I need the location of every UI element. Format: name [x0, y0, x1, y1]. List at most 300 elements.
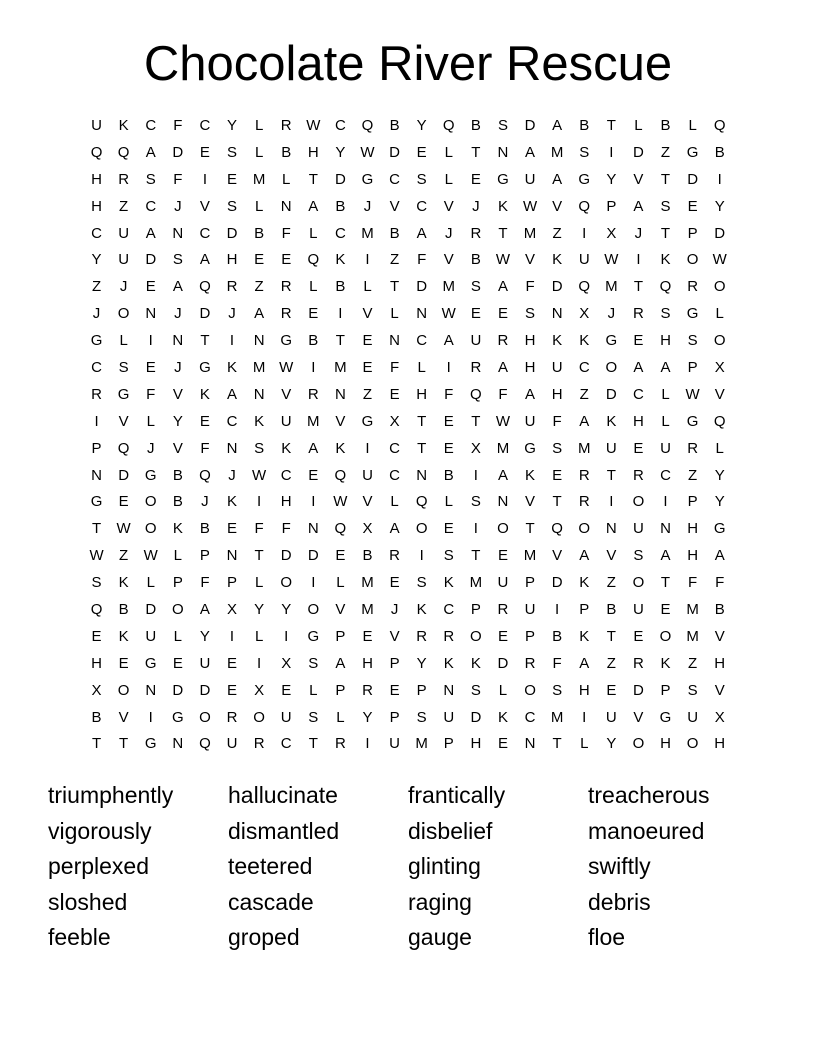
grid-letter: J — [445, 224, 453, 242]
grid-letter: I — [148, 332, 153, 350]
grid-letter: M — [442, 278, 456, 296]
grid-letter: F — [146, 385, 156, 403]
grid-letter: J — [390, 600, 399, 618]
grid-letter: L — [444, 143, 453, 161]
grid-letter: Y — [199, 627, 210, 645]
grid-letter: B — [281, 143, 292, 161]
grid-letter: Q — [334, 466, 347, 484]
grid-letter: C — [660, 466, 671, 484]
grid-letter: L — [119, 332, 128, 350]
grid-letter: H — [633, 412, 644, 430]
grid-letter: V — [633, 708, 644, 726]
grid-letter: P — [470, 600, 481, 618]
grid-letter: O — [713, 278, 726, 296]
word-list-item: debris — [588, 888, 651, 915]
grid-letter: W — [252, 466, 267, 484]
grid-letter: N — [172, 224, 184, 242]
grid-letter: S — [91, 574, 102, 592]
word-list-item: manoeured — [588, 817, 705, 844]
grid-letter: P — [227, 574, 238, 592]
grid-letter: J — [92, 305, 101, 323]
grid-letter: R — [443, 627, 455, 645]
grid-letter: P — [91, 439, 102, 457]
grid-letter: W — [522, 197, 538, 215]
grid-letter: U — [362, 466, 373, 484]
grid-letter: E — [389, 385, 400, 403]
grid-letter: E — [633, 627, 644, 645]
grid-letter: V — [714, 627, 725, 645]
grid-letter: K — [227, 493, 238, 511]
grid-letter: D — [145, 600, 157, 618]
grid-letter: F — [444, 385, 454, 403]
grid-letter: Q — [90, 600, 103, 618]
grid-letter: I — [582, 708, 587, 726]
grid-letter: C — [389, 170, 400, 188]
grid-letter: Q — [199, 278, 211, 296]
grid-letter: R — [334, 735, 346, 753]
grid-letter: J — [228, 466, 236, 484]
grid-letter: R — [633, 466, 644, 484]
word-list-item: feeble — [48, 924, 111, 950]
grid-letter: Q — [334, 520, 347, 538]
grid-letter: K — [443, 574, 454, 592]
grid-letter: C — [389, 466, 400, 484]
grid-letter: S — [525, 305, 536, 323]
grid-letter: G — [199, 358, 211, 376]
grid-letter: O — [307, 600, 320, 618]
grid-letter: I — [555, 600, 560, 618]
grid-letter: I — [473, 466, 478, 484]
grid-letter: Y — [254, 600, 265, 618]
grid-letter: I — [419, 547, 424, 565]
word-list-item: glinting — [408, 853, 481, 879]
grid-letter: S — [416, 708, 427, 726]
grid-letter: Y — [714, 197, 725, 215]
grid-letter: O — [632, 574, 645, 592]
grid-letter: C — [334, 224, 346, 242]
grid-letter: M — [577, 439, 591, 457]
grid-letter: I — [94, 412, 99, 430]
grid-letter: L — [254, 627, 264, 645]
grid-letter: Y — [416, 116, 427, 134]
grid-letter: Q — [307, 251, 320, 269]
grid-letter: U — [551, 358, 563, 376]
grid-letter: E — [443, 439, 454, 457]
grid-letter: O — [171, 600, 184, 618]
grid-letter: L — [390, 493, 399, 511]
grid-letter: O — [659, 627, 672, 645]
grid-letter: L — [634, 116, 643, 134]
grid-letter: D — [551, 278, 563, 296]
grid-letter: V — [362, 493, 373, 511]
grid-letter: A — [552, 170, 563, 188]
grid-letter: E — [660, 600, 671, 618]
grid-letter: Y — [714, 493, 725, 511]
grid-letter: S — [308, 654, 319, 672]
grid-letter: V — [389, 627, 400, 645]
grid-letter: Y — [606, 735, 617, 753]
grid-letter: R — [280, 278, 292, 296]
grid-letter: D — [145, 251, 157, 269]
grid-letter: X — [606, 224, 617, 242]
grid-letter: I — [365, 735, 370, 753]
grid-letter: A — [416, 224, 427, 242]
grid-letter: D — [226, 224, 238, 242]
grid-letter: N — [145, 305, 157, 323]
grid-letter: M — [605, 278, 618, 296]
grid-letter: L — [715, 305, 724, 323]
grid-letter: F — [173, 116, 183, 134]
grid-letter: O — [144, 493, 157, 511]
grid-letter: E — [606, 681, 617, 699]
grid-letter: B — [335, 197, 346, 215]
grid-letter: L — [498, 681, 508, 699]
grid-letter: S — [660, 305, 671, 323]
grid-letter: M — [686, 627, 699, 645]
grid-letter: P — [687, 493, 698, 511]
grid-letter: E — [497, 735, 508, 753]
grid-letter: N — [443, 681, 455, 699]
grid-letter: T — [525, 520, 535, 538]
grid-letter: L — [661, 385, 670, 403]
grid-letter: F — [281, 520, 291, 538]
grid-letter: O — [713, 332, 726, 350]
grid-letter: T — [660, 224, 671, 242]
word-list-item: cascade — [228, 888, 314, 915]
grid-letter: F — [254, 520, 264, 538]
grid-letter: Q — [578, 197, 591, 215]
grid-letter: I — [582, 224, 587, 242]
grid-letter: P — [525, 627, 536, 645]
grid-letter: N — [497, 493, 509, 511]
grid-letter: W — [306, 116, 321, 134]
grid-letter: A — [497, 466, 508, 484]
grid-letter: G — [497, 170, 509, 188]
grid-letter: V — [362, 305, 373, 323]
grid-letter: R — [470, 358, 482, 376]
grid-letter: A — [389, 520, 400, 538]
grid-letter: O — [144, 520, 157, 538]
grid-letter: Q — [415, 493, 428, 511]
grid-letter: S — [552, 439, 563, 457]
grid-letter: R — [687, 439, 699, 457]
grid-letter: T — [606, 466, 616, 484]
grid-letter: W — [333, 493, 348, 511]
grid-letter: L — [363, 278, 372, 296]
grid-letter: L — [309, 681, 318, 699]
grid-letter: B — [172, 493, 183, 511]
grid-letter: K — [497, 708, 508, 726]
grid-letter: P — [443, 735, 454, 753]
grid-letter: D — [199, 681, 211, 699]
grid-letter: G — [117, 385, 130, 403]
grid-letter: K — [579, 574, 590, 592]
grid-letter: D — [524, 116, 536, 134]
grid-letter: W — [495, 412, 511, 430]
word-list-item: groped — [228, 924, 300, 950]
word-list-item: perplexed — [48, 853, 150, 879]
grid-letter: R — [416, 627, 428, 645]
grid-letter: J — [174, 305, 182, 323]
grid-letter: O — [632, 493, 645, 511]
grid-letter: X — [470, 439, 481, 457]
grid-letter: L — [254, 143, 264, 161]
grid-letter: S — [254, 439, 265, 457]
grid-letter: D — [172, 681, 184, 699]
grid-letter: P — [660, 681, 671, 699]
grid-letter: Z — [606, 574, 616, 592]
grid-letter: G — [90, 493, 103, 511]
grid-letter: U — [633, 600, 644, 618]
grid-letter: T — [417, 439, 427, 457]
grid-letter: N — [280, 197, 292, 215]
grid-letter: L — [254, 116, 264, 134]
grid-letter: M — [550, 143, 564, 161]
grid-letter: L — [309, 278, 318, 296]
grid-letter: B — [172, 466, 183, 484]
grid-letter: H — [91, 170, 102, 188]
grid-letter: N — [253, 332, 265, 350]
grid-letter: C — [145, 116, 157, 134]
grid-letter: R — [497, 600, 509, 618]
grid-letter: E — [91, 627, 102, 645]
grid-letter: F — [498, 385, 508, 403]
grid-letter: B — [714, 600, 725, 618]
grid-letter: L — [146, 574, 155, 592]
grid-letter: Z — [606, 654, 616, 672]
grid-letter: N — [172, 332, 184, 350]
grid-letter: N — [226, 547, 238, 565]
grid-letter: K — [579, 332, 590, 350]
grid-letter: D — [551, 574, 563, 592]
grid-letter: Z — [688, 654, 698, 672]
grid-letter: M — [686, 600, 699, 618]
grid-letter: I — [473, 520, 478, 538]
grid-letter: R — [226, 708, 238, 726]
grid-letter: N — [145, 681, 157, 699]
grid-letter: U — [118, 224, 130, 242]
grid-letter: X — [254, 681, 265, 699]
grid-letter: P — [687, 224, 698, 242]
grid-letter: N — [605, 520, 617, 538]
grid-letter: U — [226, 735, 238, 753]
grid-letter: C — [389, 439, 400, 457]
grid-letter: I — [663, 493, 668, 511]
grid-letter: U — [280, 412, 292, 430]
grid-letter: E — [199, 412, 210, 430]
grid-letter: A — [308, 439, 319, 457]
grid-letter: H — [714, 654, 726, 672]
grid-letter: R — [362, 681, 373, 699]
grid-letter: N — [172, 735, 184, 753]
grid-letter: L — [580, 735, 589, 753]
grid-letter: A — [443, 332, 454, 350]
grid-letter: I — [229, 627, 235, 645]
grid-letter: J — [201, 493, 209, 511]
grid-letter: W — [116, 520, 131, 538]
grid-letter: Z — [91, 278, 102, 296]
grid-letter: X — [389, 412, 400, 430]
grid-letter: E — [633, 439, 644, 457]
grid-letter: C — [280, 735, 292, 753]
grid-letter: Q — [551, 520, 563, 538]
grid-letter: R — [91, 385, 102, 403]
grid-letter: E — [227, 681, 238, 699]
grid-letter: O — [199, 708, 211, 726]
grid-letter: S — [443, 547, 454, 565]
grid-letter: K — [579, 627, 590, 645]
grid-letter: L — [254, 574, 264, 592]
grid-letter: K — [660, 654, 671, 672]
grid-letter: A — [633, 197, 644, 215]
grid-letter: N — [416, 305, 428, 323]
grid-letter: F — [688, 574, 698, 592]
grid-letter: D — [605, 385, 617, 403]
grid-letter: N — [226, 439, 238, 457]
grid-letter: K — [525, 466, 536, 484]
grid-letter: K — [470, 654, 481, 672]
grid-letter: E — [497, 305, 508, 323]
grid-letter: S — [687, 332, 698, 350]
grid-letter: N — [307, 520, 319, 538]
grid-letter: J — [119, 278, 128, 296]
grid-letter: E — [497, 627, 508, 645]
grid-letter: E — [552, 466, 563, 484]
grid-letter: H — [524, 332, 536, 350]
grid-letter: Q — [578, 278, 591, 296]
grid-letter: P — [335, 627, 346, 645]
grid-letter: U — [118, 251, 130, 269]
grid-letter: S — [552, 681, 563, 699]
grid-letter: Q — [713, 412, 726, 430]
grid-letter: B — [335, 278, 346, 296]
grid-letter: I — [609, 143, 614, 161]
grid-letter: I — [636, 251, 641, 269]
grid-letter: X — [281, 654, 292, 672]
grid-letter: U — [524, 600, 536, 618]
grid-letter: T — [606, 627, 616, 645]
grid-letter: Z — [688, 466, 698, 484]
grid-letter: F — [173, 170, 183, 188]
word-list-item: floe — [588, 924, 626, 950]
word-list-item: hallucinate — [228, 782, 338, 808]
grid-letter: K — [172, 520, 183, 538]
grid-letter: W — [360, 143, 375, 161]
grid-letter: N — [253, 385, 265, 403]
grid-letter: P — [172, 574, 183, 592]
grid-letter: F — [417, 251, 427, 269]
grid-letter: C — [416, 332, 428, 350]
word-list-item: frantically — [408, 782, 506, 808]
grid-letter: S — [172, 251, 183, 269]
grid-letter: X — [362, 520, 373, 538]
grid-letter: O — [686, 251, 699, 269]
word-list — [48, 778, 768, 956]
grid-letter: L — [661, 412, 670, 430]
grid-letter: S — [227, 197, 238, 215]
grid-letter: R — [253, 735, 265, 753]
grid-letter: U — [145, 627, 157, 645]
grid-letter: T — [552, 735, 562, 753]
grid-letter: L — [390, 305, 399, 323]
grid-letter: Z — [389, 251, 400, 269]
grid-letter: E — [416, 143, 427, 161]
grid-letter: I — [338, 305, 343, 323]
grid-letter: A — [579, 654, 590, 672]
grid-letter: Q — [199, 735, 211, 753]
grid-letter: B — [443, 466, 454, 484]
grid-letter: S — [227, 143, 238, 161]
grid-letter: G — [144, 735, 157, 753]
grid-letter: N — [660, 520, 671, 538]
grid-letter: T — [606, 116, 616, 134]
grid-letter: X — [227, 600, 238, 618]
grid-letter: Q — [470, 385, 482, 403]
grid-letter: M — [307, 412, 320, 430]
grid-letter: A — [714, 547, 725, 565]
grid-letter: V — [172, 439, 183, 457]
grid-letter: G — [144, 466, 157, 484]
grid-letter: A — [308, 197, 319, 215]
grid-letter: T — [471, 547, 481, 565]
grid-letter: V — [389, 197, 400, 215]
grid-letter: E — [227, 520, 238, 538]
word-list-item: swiftly — [588, 853, 651, 879]
grid-letter: V — [199, 197, 210, 215]
word-list-item: treacherous — [588, 782, 710, 808]
grid-letter: D — [199, 305, 211, 323]
grid-letter: G — [90, 332, 103, 350]
grid-letter: D — [118, 466, 130, 484]
grid-letter: L — [173, 547, 182, 565]
grid-letter: W — [495, 251, 511, 269]
grid-letter: H — [578, 681, 590, 699]
grid-letter: V — [525, 493, 536, 511]
grid-letter: C — [199, 224, 211, 242]
grid-letter: V — [118, 708, 129, 726]
grid-letter: D — [416, 278, 428, 296]
grid-letter: R — [687, 278, 699, 296]
grid-letter: E — [118, 493, 129, 511]
grid-letter: X — [579, 305, 590, 323]
grid-letter: S — [118, 358, 129, 376]
word-list-item: gauge — [408, 924, 472, 950]
grid-letter: U — [633, 520, 644, 538]
grid-letter: R — [118, 170, 130, 188]
grid-letter: A — [579, 547, 590, 565]
grid-letter: I — [365, 439, 370, 457]
grid-letter: I — [311, 493, 316, 511]
grid-letter: L — [146, 412, 155, 430]
grid-letter: T — [254, 547, 264, 565]
grid-letter: L — [336, 708, 345, 726]
grid-letter: Y — [227, 116, 238, 134]
grid-letter: U — [91, 116, 102, 134]
grid-letter: P — [687, 358, 698, 376]
grid-letter: Q — [117, 143, 130, 161]
grid-letter: H — [416, 385, 428, 403]
grid-letter: O — [578, 520, 591, 538]
grid-letter: K — [118, 574, 129, 592]
grid-letter: C — [334, 116, 346, 134]
grid-letter: A — [254, 305, 265, 323]
grid-letter: A — [172, 278, 183, 296]
grid-letter: V — [633, 170, 644, 188]
grid-letter: K — [660, 251, 671, 269]
grid-letter: Y — [172, 412, 183, 430]
grid-letter: M — [252, 170, 266, 188]
grid-letter: M — [523, 547, 537, 565]
